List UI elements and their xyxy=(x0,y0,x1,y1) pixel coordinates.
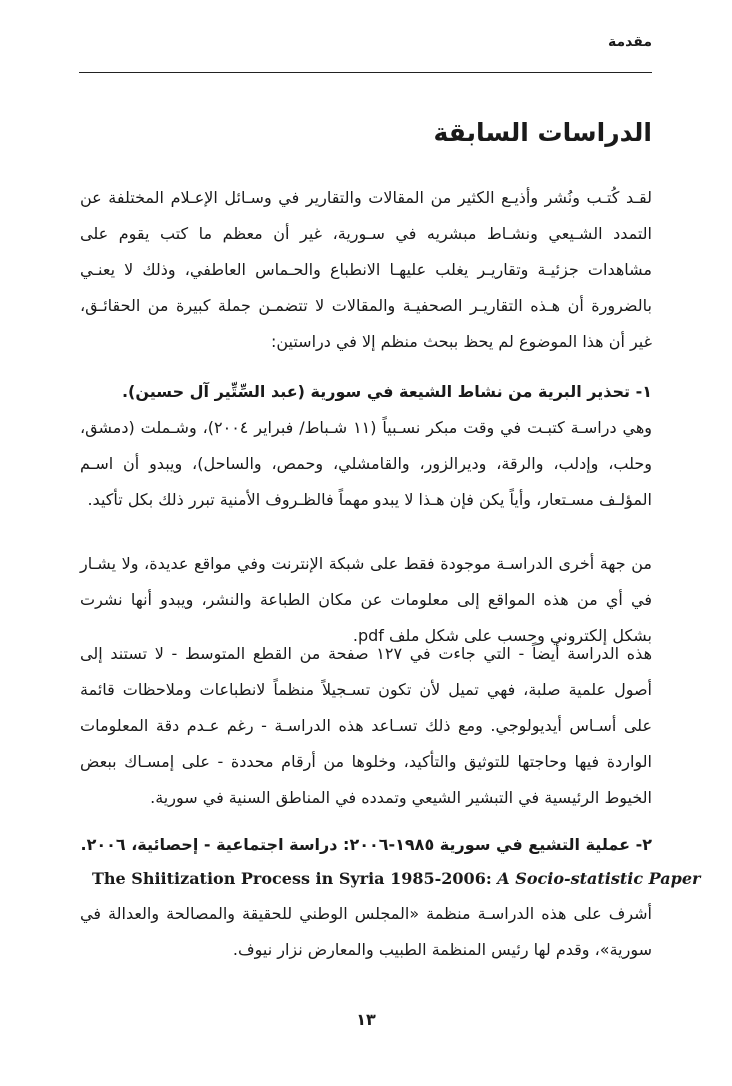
section-title: الدراسات السابقة xyxy=(433,118,652,147)
english-title-main: The Shiitization Process in Syria 1985-2006: xyxy=(92,869,498,888)
running-head: مقدمة xyxy=(608,34,652,50)
item-2-paragraph: أشرف على هذه الدراسـة منظمة «المجلس الوطني للحقيقة والمصالحة والعدالة في سورية»، وقدم لها رئيس المنظمة الطبيب والمعارض نزار نيوف. xyxy=(80,904,652,959)
item-1-title: ١- تحذير البرية من نشاط الشيعة في سورية (عبد السِّتِّير آل حسين). xyxy=(121,382,652,401)
header-rule xyxy=(79,72,652,73)
item-1-paragraph-1: وهي دراسـة كتبـت في وقت مبكر نسـبياً (١١ شـباط/ فبراير ٢٠٠٤)، وشـملت (دمشق، وحلب، وإدلب، والرقة، وديرالزور، والقامشلي، وحمص، والساحل)، ويبدو أن اسـم المؤلـف مسـتعار، وأياً يكن فإن هـذا لا يبدو مهماً فالظـروف الأمنية تبرر ذلك بكل تأكيد. xyxy=(80,418,652,509)
item-1-paragraph-2: من جهة أخرى الدراسـة موجودة فقط على شبكة الإنترنت وفي مواقع عديدة، ولا يشـار في أي من هذه المواقع إلى معلومات عن مكان الطباعة والنشر، ويبدو أنها نشرت بشكل إلكتروني وحسب على شكل ملف pdf. xyxy=(80,554,652,645)
item-1-paragraph-3: هذه الدراسة أيضاً - التي جاءت في ١٢٧ صفحة من القطع المتوسط - لا تستند إلى أصول علمية صلبة، فهي تميل لأن تكون تسـجيلاً منظماً لانطباعات وملاحظات قائمة على أسـاس أيديولوجي. ومع ذلك تسـاعد هذه الدراسـة - رغم عـدم دقة المعلومات الواردة فيها وحاجتها للتوثيق والتأكيد، وخلوها من أرقام محددة - على إمسـاك ببعض الخيوط الرئيسية في التبشير الشيعي وتمدده في المناطق السنية في سورية. xyxy=(80,644,653,807)
page-number: ١٣ xyxy=(356,1010,376,1029)
intro-paragraph: لقـد كُتـب ونُشر وأذيـع الكثير من المقالات والتقارير في وسـائل الإعـلام المختلفة عن التمدد الشـيعي ونشـاط مبشريه في سـورية، غير أن معظم ما كتب يقوم على مشاهدات جزئيـة وتقاريـر يغلب عليهـا الانطباع والحـماس العاطفي، وذلك لا يعنـي بالضرورة أن هـذه التقاريـر الصحفيـة والمقالات لا تتضمـن جملة كبيرة من الحقائـق، غير أن هذا الموضوع لم يحظ ببحث منظم إلا في دراستين: xyxy=(80,188,652,351)
item-2-english-title xyxy=(92,862,701,896)
english-title-italic: A Socio-statistic Paper xyxy=(497,869,701,888)
item-2-title: ٢- عملية التشيع في سورية ١٩٨٥-٢٠٠٦: دراسة اجتماعية - إحصائية، ٢٠٠٦. xyxy=(80,835,652,854)
